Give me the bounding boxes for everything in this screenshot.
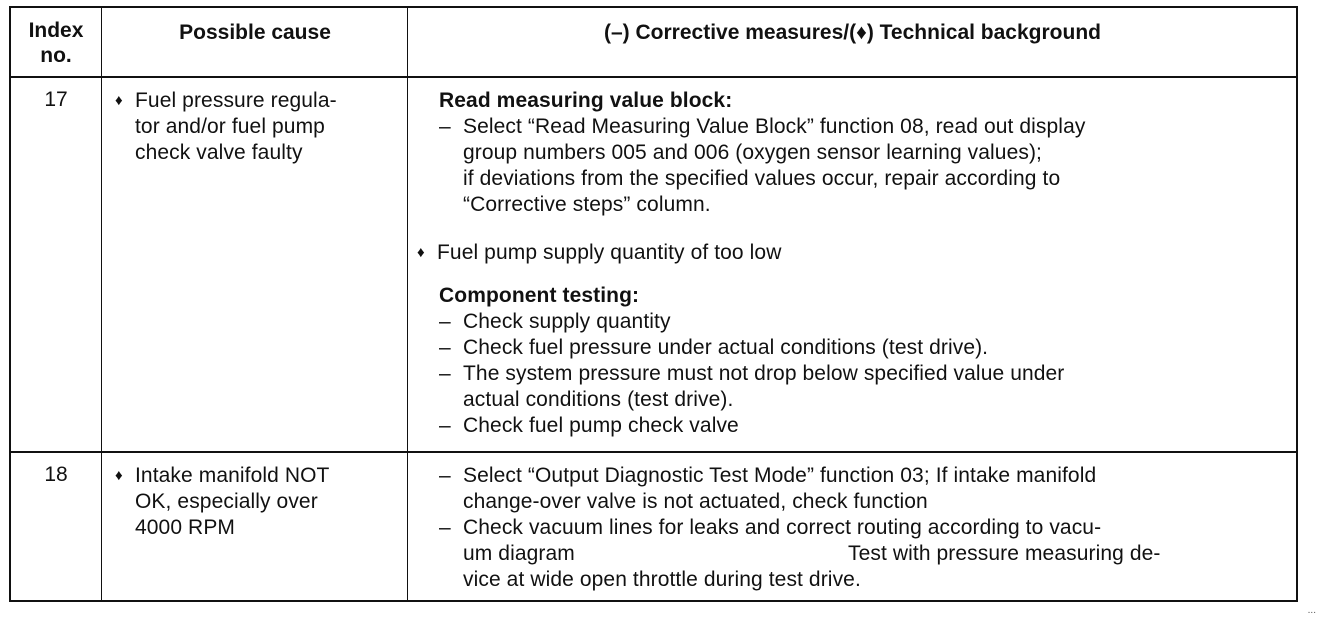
- dash-marker: –: [439, 414, 451, 437]
- component-testing: [439, 283, 1294, 439]
- step-line: Select “Output Diagnostic Test Mode” function 03; If intake manifold: [463, 464, 1097, 487]
- row-17-index: 17: [44, 88, 68, 111]
- header-measures: (–) Corrective measures/(♦) Technical background: [604, 21, 1101, 44]
- step-line: if deviations from the specified values occur, repair according to: [463, 167, 1061, 190]
- step-line-split: [463, 541, 1296, 567]
- dash-marker: –: [439, 336, 451, 359]
- cause-line: 4000 RPM: [135, 516, 236, 539]
- cause-line: Intake manifold NOT: [135, 464, 330, 487]
- test-line: Check fuel pressure under actual conditions (test drive).: [463, 336, 989, 359]
- step-item: [439, 114, 1294, 218]
- test-item: [439, 335, 1294, 361]
- header-index-line1: Index: [28, 19, 84, 42]
- technical-background: [417, 240, 1294, 266]
- cause-line: OK, especially over: [135, 490, 318, 513]
- step-line: um diagram: [463, 542, 575, 565]
- step-line: “Corrective steps” column.: [463, 193, 711, 216]
- dash-marker: –: [439, 516, 451, 539]
- test-item: [439, 361, 1294, 413]
- header-index: [11, 18, 101, 68]
- test-line: Check supply quantity: [463, 310, 671, 333]
- column-divider: [101, 8, 102, 600]
- test-line: Check fuel pump check valve: [463, 414, 739, 437]
- cause-line: check valve faulty: [135, 141, 303, 164]
- cause-line: Fuel pressure regula-: [135, 89, 337, 112]
- step-item: [439, 463, 1296, 515]
- row-divider: [11, 451, 1296, 453]
- row-18-index: 18: [44, 463, 68, 486]
- row-17-measures: [439, 88, 1294, 218]
- bullet-diamond-icon: ♦: [115, 92, 123, 109]
- column-divider: [407, 8, 408, 600]
- bullet-diamond-icon: ♦: [417, 244, 425, 261]
- row-18-cause: [115, 463, 405, 541]
- header-divider: [11, 76, 1296, 78]
- cause-line: tor and/or fuel pump: [135, 115, 325, 138]
- step-line: vice at wide open throttle during test drive.: [463, 568, 861, 591]
- row-17-cause: [115, 88, 405, 166]
- test-item: [439, 413, 1294, 439]
- bullet-diamond-icon: ♦: [115, 467, 123, 484]
- dash-marker: –: [439, 115, 451, 138]
- component-testing-heading: Component testing:: [439, 284, 640, 307]
- dash-marker: –: [439, 362, 451, 385]
- header-cause: Possible cause: [179, 21, 331, 44]
- header-index-line2: no.: [40, 44, 72, 67]
- step-line-right: Test with pressure measuring de-: [848, 542, 1161, 565]
- row-18-measures: [439, 463, 1296, 593]
- step-item: [439, 515, 1296, 593]
- background-text: Fuel pump supply quantity of too low: [437, 241, 782, 264]
- step-line: group numbers 005 and 006 (oxygen sensor learning values);: [463, 141, 1042, 164]
- step-line: Select “Read Measuring Value Block” function 08, read out display: [463, 115, 1086, 138]
- test-line: The system pressure must not drop below specified value under: [463, 362, 1065, 385]
- dash-marker: –: [439, 310, 451, 333]
- read-measuring-heading: Read measuring value block:: [439, 89, 733, 112]
- test-line: actual conditions (test drive).: [463, 388, 734, 411]
- test-item: [439, 309, 1294, 335]
- step-line: Check vacuum lines for leaks and correct routing according to vacu-: [463, 516, 1102, 539]
- corner-mark: ...: [1307, 605, 1316, 616]
- troubleshooting-table: [9, 6, 1298, 602]
- dash-marker: –: [439, 464, 451, 487]
- step-line: change-over valve is not actuated, check function: [463, 490, 928, 513]
